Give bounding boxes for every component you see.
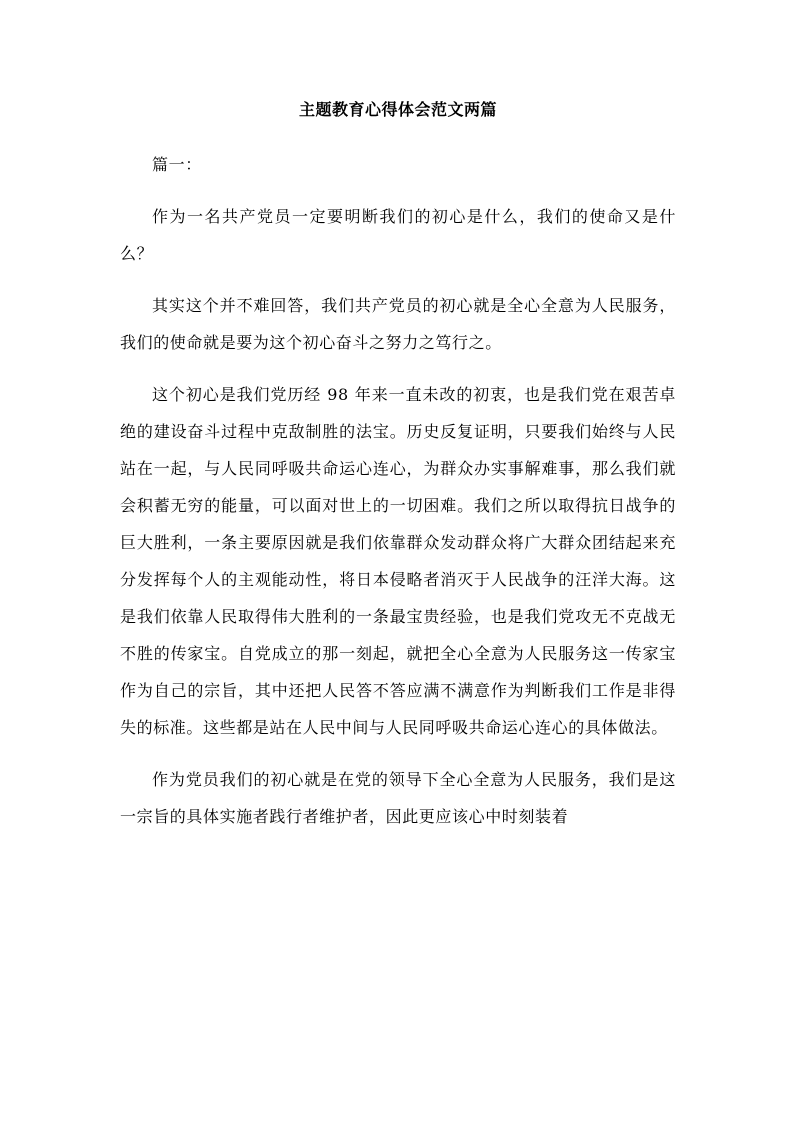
paragraph: 这个初心是我们党历经 98 年来一直未改的初衷，也是我们党在艰苦卓绝的建设奋斗过程中克敌制胜的法宝。历史反复证明，只要我们始终与人民站在一起，与人民同呼吸共命运心连心，为群众办实事解难事，那么我们就会积蓄无穷的能量，可以面对世上的一切困难。我们之所以取得抗日战争的巨大胜利，一条主要原因就是我们依靠群众发动群众将广大群众团结起来充分发挥每个人的主观能动性，将日本侵略者消灭于人民战争的汪洋大海。这是我们依靠人民取得伟大胜利的一条最宝贵经验，也是我们党攻无不克战无不胜的传家宝。自党成立的那一刻起，就把全心全意为人民服务这一传家宝作为自己的宗旨，其中还把人民答不答应满不满意作为判断我们工作是非得失的标准。这些都是站在人民中间与人民同呼吸共命运心连心的具体做法。 [120, 385, 676, 737]
document-body [120, 94, 676, 835]
paragraph: 作为一名共产党员一定要明断我们的初心是什么，我们的使命又是什么？ [120, 207, 676, 263]
paragraph-section-heading: 篇一： [152, 155, 202, 174]
paragraph: 作为党员我们的初心就是在党的领导下全心全意为人民服务，我们是这一宗旨的具体实施者践行者维护者，因此更应该心中时刻装着 [120, 770, 676, 826]
document-title: 主题教育心得体会范文两篇 [298, 100, 497, 119]
paragraph: 其实这个并不难回答，我们共产党员的初心就是全心全意为人民服务，我们的使命就是要为这个初心奋斗之努力之笃行之。 [120, 296, 676, 352]
